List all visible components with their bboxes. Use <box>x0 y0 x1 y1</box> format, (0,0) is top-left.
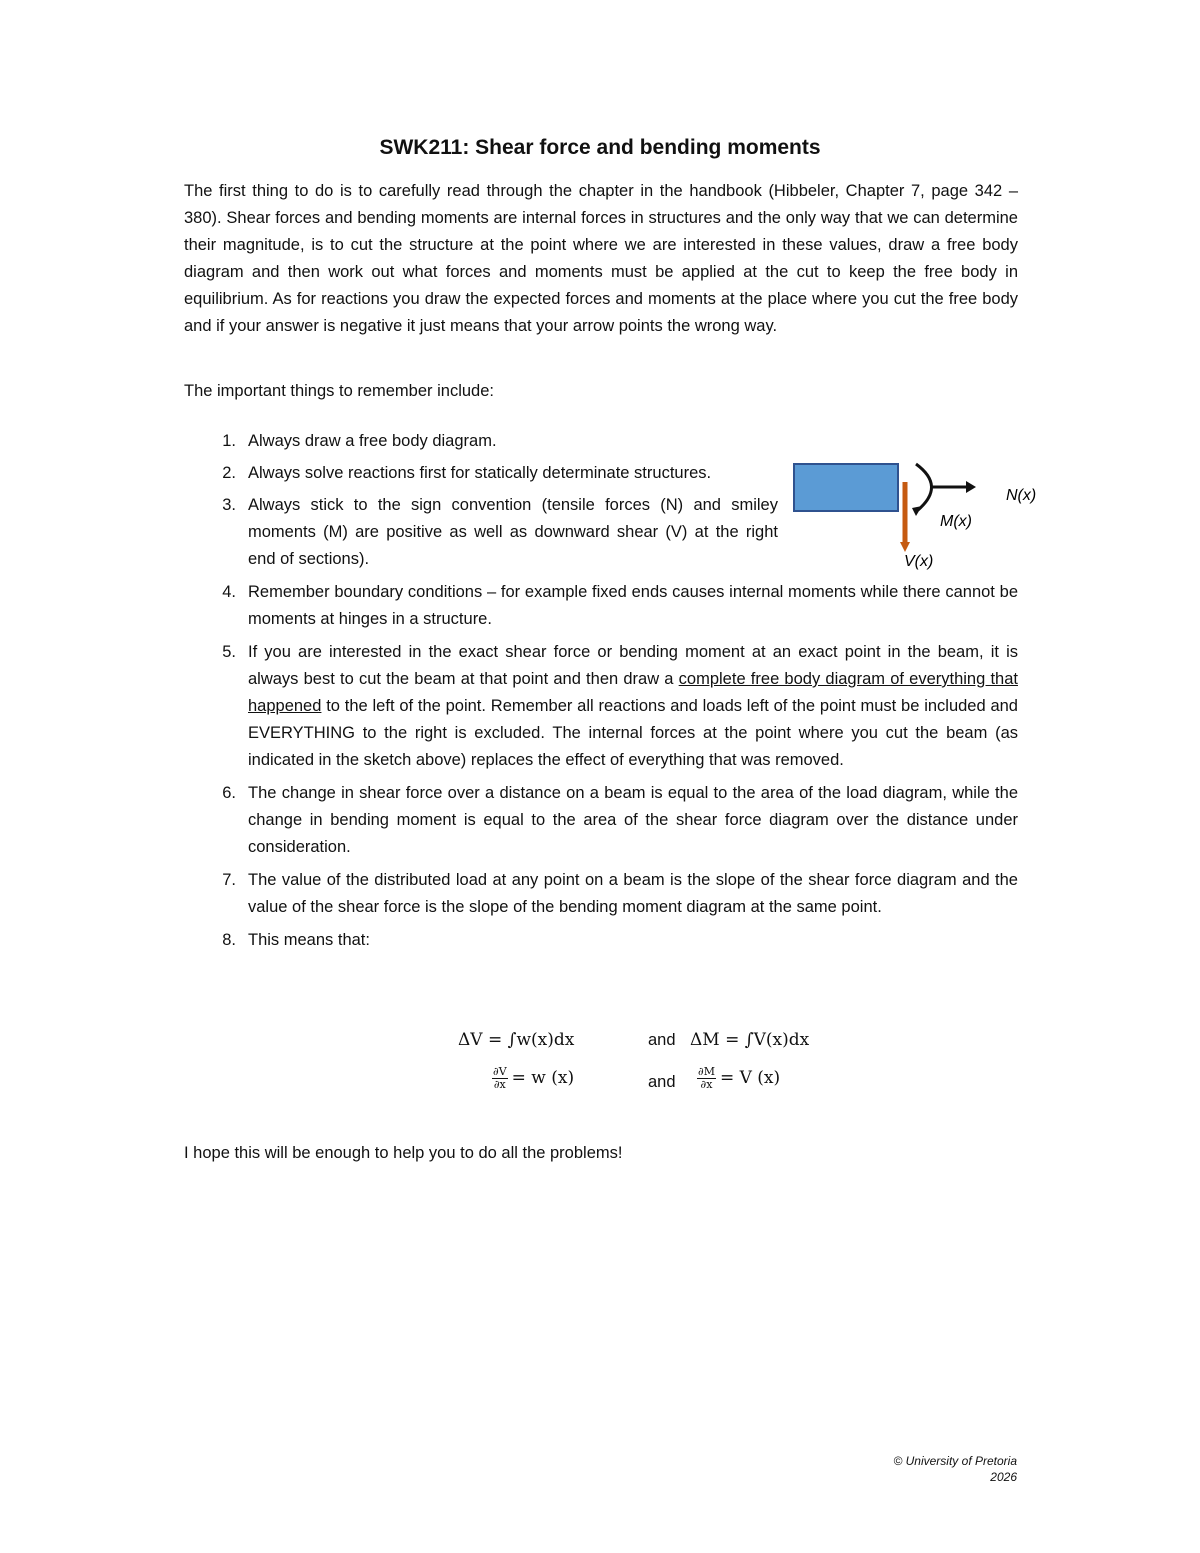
list-number: 2. <box>222 464 236 482</box>
equation-and-1: and <box>648 1031 676 1049</box>
fraction-denominator: ∂x <box>700 1078 713 1091</box>
footer <box>893 1453 1017 1485</box>
fraction-denominator: ∂x <box>493 1078 506 1091</box>
equations-block <box>0 1024 1200 1114</box>
list-number: 1. <box>222 432 236 450</box>
list-text: Always stick to the sign convention (tensile forces (N) and smiley moments (M) are positive as well as downward shear (V) at the right end of sections). <box>248 496 778 568</box>
list-number: 8. <box>222 931 236 949</box>
moment-arc <box>916 464 932 510</box>
footer-copyright: © University of Pretoria <box>893 1454 1017 1468</box>
moment-label: M(x) <box>940 513 972 530</box>
list-item-6 <box>184 780 1018 861</box>
list-text: This means that: <box>248 931 370 949</box>
list-text: The change in shear force over a distance on a beam is equal to the area of the load diagram, while the change in bending moment is equal to the area of the shear force diagram over the distance under consideration. <box>248 784 1018 856</box>
list-number: 6. <box>222 784 236 802</box>
fraction-numerator: ∂M <box>698 1065 715 1078</box>
list-text-b: to the left of the point. Remember all reactions and loads left of the point must be included and EVERYTHING to the right is excluded. The internal forces at the point where you cut the beam (as indicated in the sketch above) replaces the effect of everything that was removed. <box>248 697 1018 769</box>
footer-year: 2026 <box>990 1470 1017 1484</box>
closing-line: I hope this will be enough to help you to do all the problems! <box>184 1144 623 1162</box>
list-item-2 <box>184 460 818 487</box>
fraction-dm-dx <box>697 1066 716 1091</box>
fraction-numerator: ∂V <box>493 1065 507 1078</box>
list-item-8 <box>184 927 1018 954</box>
fraction-dv-dx <box>492 1066 508 1091</box>
normal-arrow-head <box>966 481 976 493</box>
list-text: Always draw a free body diagram. <box>248 432 497 450</box>
equation-delta-v: ΔV = ∫w(x)dx <box>458 1030 575 1050</box>
equation-delta-m: ΔM = ∫V(x)dx <box>690 1030 810 1050</box>
list-text-a: If you are interested in the exact shear force or bending moment at an exact point in the beam, it is always best to cut the beam at that point and then draw a <box>248 643 1018 688</box>
list-number: 4. <box>222 583 236 601</box>
equation-rhs: = V (x) <box>719 1068 781 1088</box>
intro-paragraph: The first thing to do is to carefully read through the chapter in the handbook (Hibbeler, Chapter 7, page 342 – 380). Shear forces and bending moments are internal forces in structures and the only way that we can determine their magnitude, is to cut the structure at the point where we are interested in these values, draw a free body diagram and then work out what forces and moments must be applied at the cut to keep the free body in equilibrium. As for reactions you draw the expected forces and moments at the place where you cut the free body and if your answer is negative it just means that your arrow points the wrong way. <box>184 182 1018 335</box>
list-item-5 <box>184 639 1018 774</box>
equation-dv-dx <box>492 1066 574 1091</box>
list-item-4 <box>184 579 1018 633</box>
list-item-3 <box>184 492 778 573</box>
beam-section-box <box>794 464 898 511</box>
equation-and-2: and <box>648 1073 676 1091</box>
remember-heading: The important things to remember include: <box>184 382 494 400</box>
list-text-underlined: complete free body diagram of everything that happened <box>248 670 1018 715</box>
moment-arrow-head <box>912 506 922 516</box>
list-number: 3. <box>222 496 236 514</box>
list-number: 5. <box>222 643 236 661</box>
list-item-1 <box>184 428 1018 455</box>
normal-force-label: N(x) <box>1006 487 1037 504</box>
shear-arrow-head <box>900 542 910 552</box>
list-text: Remember boundary conditions – for example fixed ends causes internal moments while there cannot be moments at hinges in a structure. <box>248 583 1018 628</box>
shear-label: V(x) <box>904 553 934 570</box>
equation-dm-dx <box>697 1066 780 1091</box>
list-item-7 <box>184 867 1018 921</box>
list-text: The value of the distributed load at any point on a beam is the slope of the shear force diagram and the value of the shear force is the slope of the bending moment diagram at the same point. <box>248 871 1018 916</box>
list-text: Always solve reactions first for statically determinate structures. <box>248 464 712 482</box>
list-number: 7. <box>222 871 236 889</box>
page-title: SWK211: Shear force and bending moments <box>379 136 821 159</box>
sign-convention-diagram <box>790 456 1050 576</box>
equation-rhs: = w (x) <box>511 1068 575 1088</box>
